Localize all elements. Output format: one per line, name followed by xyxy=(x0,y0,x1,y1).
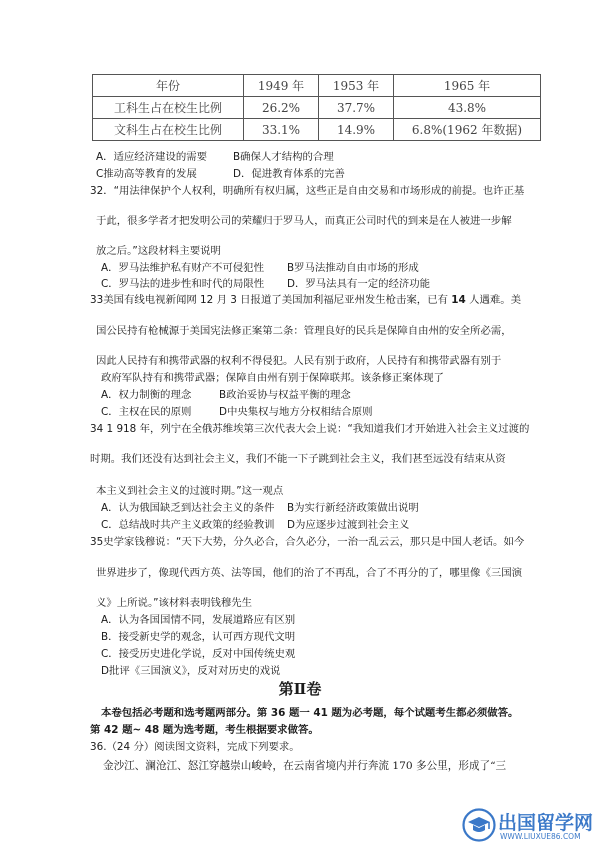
q32-stem-line: 放之后。”这段材料主要说明 xyxy=(96,245,221,257)
q36-stem-line: 36.（24 分）阅读图文资料，完成下列要求。 xyxy=(90,741,300,753)
table-cell: 14.9% xyxy=(319,119,394,141)
q33-option-d: D中央集权与地方分权相结合原则 xyxy=(219,406,373,418)
section-intro-line: 第 42 题~ 48 题为选考题，考生根据要求做答。 xyxy=(90,724,319,736)
q31-option-a: A．适应经济建设的需要 xyxy=(96,151,208,163)
q32-stem-line: 32．“用法律保护个人权利，明确所有权归属，这些正是自由交易和市场形成的前提。也许正基 xyxy=(90,185,525,197)
q33-stem-line: 因此人民持有和携带武器的权利不得侵犯。人民有别于政府，人民持有和携带武器有别于 xyxy=(96,355,502,367)
q32-option-c: C．罗马法的进步性和时代的局限性 xyxy=(101,278,265,290)
table-row xyxy=(93,119,541,141)
enrollment-ratio-table xyxy=(92,74,541,141)
q32-stem-line: 于此，很多学者才把发明公司的荣耀归于罗马人，而真正公司时代的到来是在人被进一步解 xyxy=(96,215,512,227)
q31-option-c: C推动高等教育的发展 xyxy=(96,168,197,180)
q33-option-b: B政治妥协与权益平衡的理念 xyxy=(219,389,351,401)
q34-option-a: A．认为俄国缺乏到达社会主义的条件 xyxy=(101,502,275,514)
table-cell: 工科生占在校生比例 xyxy=(93,97,244,119)
q33-stem-line: 政府军队持有和携带武器；保障自由州有别于保障联邦。该条修正案体现了 xyxy=(101,372,444,384)
q31-option-b: B确保人才结构的合理 xyxy=(233,151,334,163)
q34-stem-line: 本主义到社会主义的过渡时期。”这一观点 xyxy=(96,485,284,497)
table-cell: 26.2% xyxy=(244,97,319,119)
q35-stem-line: 义》上所说。”该材料表明钱穆先生 xyxy=(96,597,253,609)
watermark-brand: 出国留学网 xyxy=(498,812,594,834)
q35-stem-line: 35史学家钱穆说：“天下大势，分久必合，合久必分，一治一乱云云，那只是中国人老话。如今 xyxy=(90,536,525,548)
q33-stem-text: 33美国有线电视新闻网 12 月 3 日报道了美国加利福尼亚州发生枪击案，已有 xyxy=(90,294,452,306)
table-cell: 43.8% xyxy=(394,97,541,119)
q32-option-d: D．罗马法具有一定的经济功能 xyxy=(287,278,431,290)
q35-option-b: B．接受新史学的观念，认可西方现代文明 xyxy=(101,631,296,643)
q36-material-line: 金沙江、澜沧江、怒江穿越崇山峻岭，在云南省境内并行奔流 170 多公里，形成了“三 xyxy=(103,760,507,772)
table-header-row xyxy=(93,75,541,97)
q33-victims-count: 14 xyxy=(451,294,466,306)
graduation-cap-logo-icon xyxy=(462,808,496,842)
table-cell: 33.1% xyxy=(244,119,319,141)
table-cell: 37.7% xyxy=(319,97,394,119)
table-header-cell: 年份 xyxy=(93,75,244,97)
section-title: 第Ⅱ卷 xyxy=(278,680,322,698)
table-cell: 文科生占在校生比例 xyxy=(93,119,244,141)
q34-option-c: C．总结战时共产主义政策的经验教训 xyxy=(101,519,275,531)
q33-option-a: A．权力制衡的理念 xyxy=(101,389,192,401)
table-header-cell: 1949 年 xyxy=(244,75,319,97)
q35-stem-line: 世界进步了，像现代西方英、法等国，他们的治了不再乱，合了不再分的了，哪里像《三国演 xyxy=(96,567,523,579)
table-header-cell: 1953 年 xyxy=(319,75,394,97)
site-watermark xyxy=(462,806,598,846)
q34-option-b: B为实行新经济政策做出说明 xyxy=(287,502,419,514)
q34-stem-line: 34 1 918 年，列宁在全俄苏维埃第三次代表大会上说：“我知道我们才开始进入社会主义过渡的 xyxy=(90,423,530,435)
table-cell: 6.8%(1962 年数据) xyxy=(394,119,541,141)
watermark-url: WWW.LIUXUE86.COM xyxy=(500,832,581,841)
q33-stem-text: 人遇难。美 xyxy=(465,294,522,306)
q34-option-d: D为应逐步过渡到社会主义 xyxy=(287,519,410,531)
table-row xyxy=(93,97,541,119)
q35-option-c: C．接受历史进化学说，反对中国传统史观 xyxy=(101,648,296,660)
q35-option-d: D批评《三国演义》，反对对历史的戏说 xyxy=(101,665,281,677)
q31-option-d: D．促进教育体系的完善 xyxy=(233,168,345,180)
table-header-cell: 1965 年 xyxy=(394,75,541,97)
q33-option-c: C．主权在民的原则 xyxy=(101,406,192,418)
q33-stem-line xyxy=(90,293,521,307)
q32-option-a: A．罗马法维护私有财产不可侵犯性 xyxy=(101,262,264,274)
q34-stem-line: 时期。我们还没有达到社会主义，我们不能一下子跳到社会主义，我们甚至远没有结束从资 xyxy=(90,453,506,465)
q35-option-a: A．认为各国国情不同，发展道路应有区别 xyxy=(101,614,296,626)
q33-stem-line: 国公民持有枪械源于美国宪法修正案第二条：管理良好的民兵是保障自由州的安全所必需， xyxy=(96,325,512,337)
q32-option-b: B罗马法推动自由市场的形成 xyxy=(287,262,419,274)
section-intro-line: 本卷包括必考题和选考题两部分。第 36 题一 41 题为必考题，每个试题考生都必须做答。 xyxy=(101,707,519,719)
